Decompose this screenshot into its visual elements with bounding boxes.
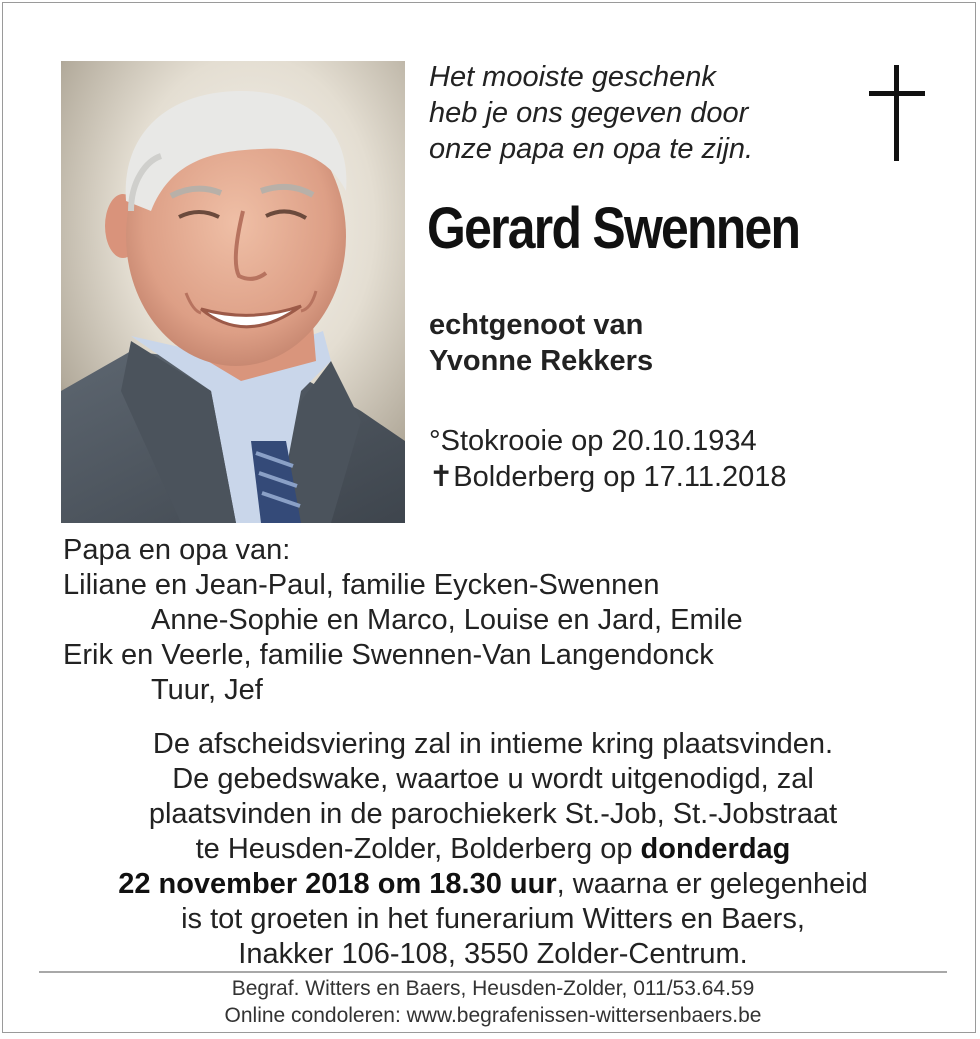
latin-cross-icon (869, 65, 925, 161)
ceremony-line: De afscheidsviering zal in intieme kring plaatsvinden. (152, 728, 834, 760)
ceremony-datetime: 22 november 2018 om 18.30 uur (118, 868, 557, 900)
family-line: Anne-Sophie en Marco, Louise en Jard, Emile (151, 604, 743, 636)
portrait-photo (61, 61, 405, 523)
family-line: Tuur, Jef (151, 674, 263, 706)
footer (43, 975, 943, 1029)
death-date: ✝Bolderberg op 17.11.2018 (429, 461, 787, 493)
verse (429, 59, 753, 167)
ceremony-text: , waarna er gelegenheid (556, 868, 868, 900)
obituary-card (2, 2, 976, 1033)
verse-line: Het mooiste geschenk (429, 61, 716, 93)
ceremony-line: De gebedswake, waartoe u wordt uitgenodigd, zal (172, 763, 814, 795)
verse-line: onze papa en opa te zijn. (429, 133, 754, 165)
funeral-home-line: Begraf. Witters en Baers, Heusden-Zolder, 011/53.64.59 (231, 977, 755, 1000)
footer-divider (39, 971, 947, 973)
life-dates (429, 423, 787, 495)
ceremony-line: plaatsvinden in de parochiekerk St.-Job, St.-Jobstraat (148, 798, 838, 830)
spouse-name: Yvonne Rekkers (429, 345, 654, 377)
family-line: Liliane en Jean-Paul, familie Eycken-Swennen (63, 569, 660, 601)
condolence-line: Online condoleren: www.begrafenissen-wittersenbaers.be (224, 1004, 762, 1027)
ceremony-line: Inakker 106-108, 3550 Zolder-Centrum. (238, 938, 748, 970)
birth-date: °Stokrooie op 20.10.1934 (429, 425, 757, 457)
family-list (63, 533, 743, 708)
family-line: Erik en Veerle, familie Swennen-Van Langendonck (63, 639, 714, 671)
ceremony-day: donderdag (640, 833, 791, 865)
ceremony-announcement (43, 727, 943, 972)
ceremony-text: te Heusden-Zolder, Bolderberg op (195, 833, 641, 865)
spouse-block (429, 307, 653, 379)
ceremony-line (43, 832, 943, 867)
ceremony-line: is tot groeten in het funerarium Witters en Baers, (181, 903, 805, 935)
family-heading: Papa en opa van: (63, 534, 291, 566)
spouse-label: echtgenoot van (429, 309, 644, 341)
ceremony-line (43, 867, 943, 902)
verse-line: heb je ons gegeven door (429, 97, 749, 129)
deceased-name: Gerard Swennen (427, 196, 800, 261)
